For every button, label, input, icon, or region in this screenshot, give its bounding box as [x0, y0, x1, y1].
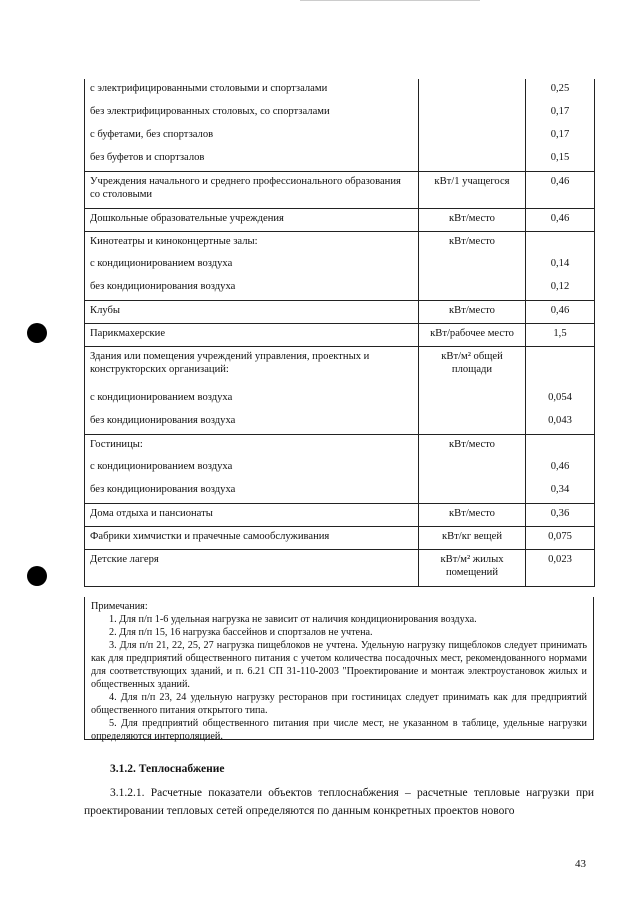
- row-unit: кВт/место: [419, 208, 526, 231]
- table-row: [85, 148, 595, 171]
- table-row: [85, 208, 595, 231]
- row-unit: [419, 79, 526, 102]
- load-norms-table: [84, 79, 595, 587]
- row-unit: кВт/место: [419, 300, 526, 323]
- row-unit: [419, 148, 526, 171]
- row-value: [526, 231, 595, 254]
- row-label: Учреждения начального и среднего профессионального образования со столовыми: [85, 171, 419, 208]
- row-label: Дома отдыха и пансионаты: [85, 503, 419, 526]
- row-label: Кинотеатры и киноконцертные залы:: [85, 231, 419, 254]
- row-value: 0,023: [526, 549, 595, 586]
- row-label: с буфетами, без спортзалов: [85, 125, 419, 148]
- table-row: [85, 102, 595, 125]
- table-row: [85, 231, 595, 254]
- note-item: 3. Для п/п 21, 22, 25, 27 нагрузка пищеблоков не учтена. Удельную нагрузку пищеблоков следует принимать как для предприятий общественного питания с учетом количества посадочных мест, рекомендованного нормами для соответствующих зданий, и п. 6.21 СП 31-110-2003 "Проектирование и монтаж электроустановок жилых и общественных зданий.: [91, 640, 587, 690]
- row-value: 0,15: [526, 148, 595, 171]
- row-unit: кВт/м² общей площади: [419, 346, 526, 388]
- row-value: 0,25: [526, 79, 595, 102]
- table-row: [85, 549, 595, 586]
- section-heading: 3.1.2. Теплоснабжение: [110, 763, 225, 775]
- row-unit: кВт/место: [419, 434, 526, 457]
- row-unit: [419, 277, 526, 300]
- table-row: [85, 79, 595, 102]
- row-label: с кондиционированием воздуха: [85, 457, 419, 480]
- row-label: Гостиницы:: [85, 434, 419, 457]
- row-unit: кВт/м² жилых помещений: [419, 549, 526, 586]
- row-value: 0,46: [526, 171, 595, 208]
- row-value: 0,043: [526, 411, 595, 434]
- row-value: 0,12: [526, 277, 595, 300]
- row-label: Клубы: [85, 300, 419, 323]
- note-item: 4. Для п/п 23, 24 удельную нагрузку ресторанов при гостиницах следует принимать как для предприятий общественного питания открытого типа.: [91, 692, 587, 716]
- note-item: 5. Для предприятий общественного питания при числе мест, не указанном в таблице, удельные нагрузки определяются интерполяцией.: [91, 718, 587, 742]
- row-label: Детские лагеря: [85, 549, 419, 586]
- row-value: 0,075: [526, 526, 595, 549]
- table-row: [85, 526, 595, 549]
- row-value: 0,054: [526, 388, 595, 411]
- row-value: 0,14: [526, 254, 595, 277]
- row-unit: кВт/рабочее место: [419, 323, 526, 346]
- punch-hole: [27, 323, 47, 343]
- row-label: без кондиционирования воздуха: [85, 411, 419, 434]
- row-value: [526, 434, 595, 457]
- table-row: [85, 300, 595, 323]
- row-label: без буфетов и спортзалов: [85, 148, 419, 171]
- table-row: [85, 346, 595, 388]
- table-row: [85, 254, 595, 277]
- row-label: Дошкольные образовательные учреждения: [85, 208, 419, 231]
- row-label: с кондиционированием воздуха: [85, 254, 419, 277]
- row-label: Здания или помещения учреждений управления, проектных и конструкторских организаций:: [85, 346, 419, 388]
- row-unit: [419, 411, 526, 434]
- table-row: [85, 125, 595, 148]
- note-item: 2. Для п/п 15, 16 нагрузка бассейнов и спортзалов не учтена.: [109, 627, 373, 638]
- table-row: [85, 434, 595, 457]
- row-value: 0,34: [526, 480, 595, 503]
- notes-block: [84, 597, 594, 740]
- row-unit: [419, 388, 526, 411]
- row-label: Парикмахерские: [85, 323, 419, 346]
- row-label: без кондиционирования воздуха: [85, 277, 419, 300]
- row-unit: [419, 254, 526, 277]
- row-label: с кондиционированием воздуха: [85, 388, 419, 411]
- scan-edge-line: [300, 0, 480, 1]
- row-unit: кВт/место: [419, 503, 526, 526]
- table-row: [85, 411, 595, 434]
- page-number: 43: [575, 858, 586, 870]
- table-row: [85, 480, 595, 503]
- row-unit: [419, 125, 526, 148]
- row-value: [526, 346, 595, 388]
- row-value: 0,36: [526, 503, 595, 526]
- section-paragraph: 3.1.2.1. Расчетные показатели объектов теплоснабжения – расчетные тепловые нагрузки при проектировании тепловых сетей определяются по данным конкретных проектов нового: [84, 787, 594, 817]
- row-unit: [419, 480, 526, 503]
- punch-hole: [27, 566, 47, 586]
- row-value: 0,46: [526, 457, 595, 480]
- table-row: [85, 323, 595, 346]
- row-unit: кВт/1 учащегося: [419, 171, 526, 208]
- row-value: 1,5: [526, 323, 595, 346]
- row-value: 0,17: [526, 102, 595, 125]
- row-unit: кВт/кг вещей: [419, 526, 526, 549]
- row-value: 0,46: [526, 208, 595, 231]
- note-item: 1. Для п/п 1-6 удельная нагрузка не зависит от наличия кондиционирования воздуха.: [109, 614, 477, 625]
- table-row: [85, 277, 595, 300]
- table-row: [85, 388, 595, 411]
- row-unit: [419, 102, 526, 125]
- row-label: Фабрики химчистки и прачечные самообслуживания: [85, 526, 419, 549]
- table-row: [85, 503, 595, 526]
- notes-title: Примечания:: [91, 601, 148, 612]
- row-value: 0,17: [526, 125, 595, 148]
- table-row: [85, 171, 595, 208]
- row-label: без кондиционирования воздуха: [85, 480, 419, 503]
- row-label: с электрифицированными столовыми и спортзалами: [85, 79, 419, 102]
- row-unit: кВт/место: [419, 231, 526, 254]
- table-row: [85, 457, 595, 480]
- row-label: без электрифицированных столовых, со спортзалами: [85, 102, 419, 125]
- row-unit: [419, 457, 526, 480]
- row-value: 0,46: [526, 300, 595, 323]
